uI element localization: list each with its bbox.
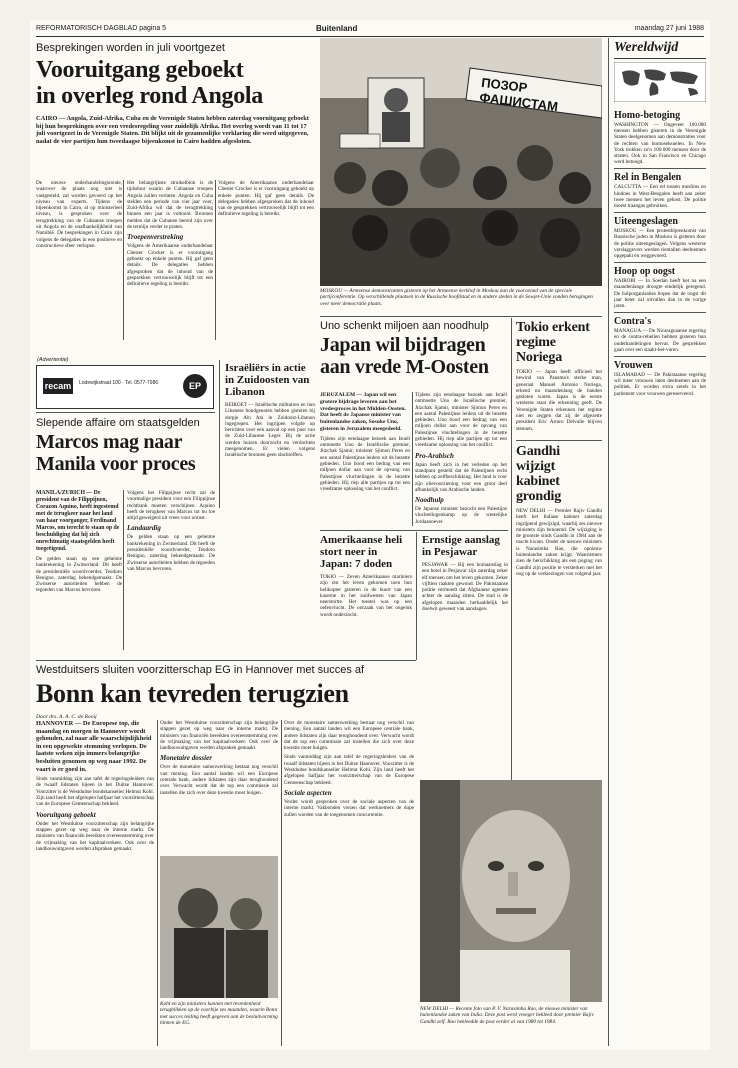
ad-logo-2: EP <box>183 374 207 398</box>
wereldwijd-item-head: Vrouwen <box>614 360 653 372</box>
world-map-icon <box>614 62 706 102</box>
column-rule <box>123 490 124 650</box>
marcos-col-2 <box>127 490 215 650</box>
ec-col-3 <box>284 720 414 1046</box>
japan-headline-1: Japan wil bijdragen <box>320 334 486 356</box>
moskou-caption: MOSKOU — Armeense demonstranten gisteren op het Armeense kerkhof in Moskou aan de vooravond van de speciale partijconferentie. Op verschillende plaatsen in de Russische hoofdstad en in andere steden in de Sowjet-Unie vonden betogingen over meer democratie plaats. <box>320 288 593 307</box>
wereldwijd-item <box>614 110 706 165</box>
ec-headline: Bonn kan tevreden terugzien <box>36 679 349 708</box>
gandhi-body: NEW DELHI — Premier Rajiv Gandhi heeft het Indiase kabinet zaterdag ingrijpend gewijzigd, waarbij zes nieuwe ministers zijn benoemd. De wijziging is de grootste sinds Gandhi in 1984 aan de macht kwam. Onder de nieuwe ministers is Narasimha Rao, die opnieuw buitenlandse zaken krijgt. Waarnemers zien de herschikking als een poging van Gandhi zijn positie te versterken met het oog op de verkiezingen van volgend jaar. <box>516 508 602 577</box>
gandhi-article <box>516 444 602 694</box>
angola-headline-1: Vooruitgang geboekt <box>36 57 244 83</box>
protest-sign-text: ПОЗОР ФАШИСТАМ <box>478 74 559 115</box>
angola-col-2 <box>127 180 213 340</box>
moskou-photo <box>320 38 602 286</box>
ec-body-a: Sinds vanmiddag zijn aan tafel de regeringsleiders van de twaalf lidstaten bijeen in het Duitse Hannover. Voorzitter is de Westduitse bondskanselier Helmut Kohl. Zijn land heeft het afgelopen halfjaar het voorzitterschap van de Europese Gemeenschap bekleed. <box>36 776 154 808</box>
peshawar-article <box>422 534 508 802</box>
angola-article <box>36 42 314 145</box>
column-rule <box>219 360 220 508</box>
wereldwijd-item-body: CALCUTTA — Een rel tussen moslims en hindoes in West-Bengalen heeft aan zeker twee mensen het leven gekost. De politie moest traangas gebruiken. <box>614 184 706 210</box>
marcos-body-a: De gelden staan op een geheime bankrekening in Zwitserland. Dit heeft de presidentiële woordvoerder, Teodoro Benigno, zaterdag bekendgemaakt. De Zwitserse autoriteiten hebben de tegoeden van Marcos bevroren. <box>36 556 122 594</box>
section-rule <box>320 530 508 531</box>
israel-article <box>225 362 315 524</box>
heli-headline: Amerikaanse heli stort neer in Japan: 7 doden <box>320 534 403 570</box>
wereldwijd-item-head: Rel in Bengalen <box>614 172 682 184</box>
ad-logo: recam <box>43 378 73 394</box>
tokio-body: TOKIO — Japan heeft officieel het bewind van Panama's sterke man, generaal Manuel Antonio Noriega, erkend nu maandenlang de banden gesloten waren. Japan is de eerste westerse staat die erkenning geeft. De Verenigde Staten erkennen het regime niet en zeggen dat zij de afgezette president Eric Arturo Delvalle blijven steunen. <box>516 369 602 432</box>
japan-col-2 <box>415 392 507 526</box>
column-rule <box>416 532 417 660</box>
ec-article-head <box>36 664 416 720</box>
wereldwijd-list <box>614 110 706 397</box>
section-rule <box>516 440 602 441</box>
ad-label: (Advertentie) <box>37 357 69 363</box>
marcos-intro: MANILA/ZÜRICH — De president van de Filippijnen, Corazon Aquino, heeft ingestemd met de terugkeer naar het land van haar voorganger, Ferdinand Marcos, om terecht te staan op de beschuldiging dat hij zich onrechtmatig staatsgelden heeft toegeëigend. <box>36 490 120 552</box>
wereldwijd-item-head: Contra's <box>614 316 652 328</box>
angola-body-b2: Volgens de Amerikaanse onderhandelaar Chester Crocker is er vooruitgang geboekt op enkele punten. Hij gaf geen details. De delegaties hebben afgesproken dat de inhoud van de gesprekken vertrouwelijk blijft tot een definitieve regeling is bereikt. <box>127 243 213 288</box>
section-rule <box>36 660 416 661</box>
wereldwijd-item-body: ISLAMABAD — De Pakistaanse regering wil meer vrouwen laten deelnemen aan de politiek. Er worden extra zetels in het parlement voor vrouwen gereserveerd. <box>614 372 706 397</box>
marcos-article <box>36 417 214 475</box>
section-title: Buitenland <box>316 24 358 33</box>
angola-intro: CAIRO — Angola, Zuid-Afrika, Cuba en de Verenigde Staten hebben zaterdag vooruitgang geboekt bij hun besprekingen over een vredesregeling voor zuidelijk Afrika. Het overleg wordt van 11 tot 17 juli voortgezet in de Verenigde Staten. Dit blijkt uit de gezamenlijke verklaring die werd uitgegeven, nadat de vier partijen hun tweedaagse bijeenkomst in Cairo hadden afgesloten. <box>36 115 309 145</box>
ec-intro: HANNOVER — De Europese top, die maandag en morgen in Hannover wordt gehouden, zal naar alle waarschijnlijkheid in een opgewekte stemming verlopen. De laatste weken zijn immers belangrijke besluiten genomen op weg naar 1992. De vaart is er goed in. <box>36 720 152 773</box>
wereldwijd-item <box>614 262 706 309</box>
ec-body-c2: Over de monetaire samenwerking bestaat nog verschil van mening. Een aantal landen wil een Europese centrale bank, andere lidstaten zijn daar terughoudend over. Verwacht wordt dat de top een commissie zal instellen die zich over deze kwestie moet buigen. <box>284 720 414 752</box>
column-rule <box>608 38 609 1046</box>
japan-body-2: Japan heeft zich in het verleden op het standpunt gesteld dat de Palestijnen recht hebben op zelfbeschikking. Het land is voor zijn olievoorziening voor een groot deel afhankelijk van Arabische landen. <box>415 461 507 493</box>
japan-body: Tijdens zijn eendaagse bezoek aan Israël ontmoette Uno de Israëlische premier, Jitzchak Sjamir, minister Sjimon Peres en een aantal Palestijnse leiders uit de bezette gebieden. Uno bood een bedrag van een miljoen dollar aan voor de opvang van Palestijnse vluchtelingen in de bezette gebieden. Hij riep alle partijen op tot een vreedzame oplossing van het conflict. <box>320 435 410 493</box>
issue-date: maandag 27 juni 1988 <box>634 25 704 32</box>
page-header <box>36 24 704 37</box>
ad-text: Lodewijkstraat 100 · Tel. 0577-7986 <box>79 380 159 386</box>
wereldwijd-item-body: MOSKOU — Een protestbijeenkomst van Russische joden in Moskou is gisteren door de politie uiteengeslagen. Volgens westerse verslaggevers werden tientallen deelnemers opgepakt en weggevoerd. <box>614 228 706 260</box>
marcos-body-c: De gelden staan op een geheime bankrekening in Zwitserland. Dit heeft de presidentiële woordvoerder, Teodoro Benigno, zaterdag bekendgemaakt. De Zwitserse autoriteiten hebben de tegoeden van Marcos bevroren. <box>127 534 215 572</box>
newdelhi-caption: NEW DELHI — Recente foto van P. V. Narasimha Rao, de nieuwe minister van buitenlandse zaken van India. Deze post werd vroeger bekleed door premier Rajiv Gandhi zelf. Rao bekleedde de post eerder al van 1980 tot 1984. <box>420 1006 594 1025</box>
section-rule <box>320 316 602 317</box>
wereldwijd-item <box>614 356 706 397</box>
japan-subhead-2: Noodhulp <box>415 496 444 505</box>
ec-byline: Door drs. A. A. C. de Rooij <box>36 714 97 720</box>
angola-kicker: Besprekingen worden in juli voortgezet <box>36 42 225 54</box>
column-rule <box>281 720 282 1046</box>
section-rule <box>36 412 215 413</box>
gandhi-headline: Gandhi wijzigt kabinet grondig <box>516 444 562 504</box>
japan-intro: JERUZALEM — Japan wil een grotere bijdrage leveren aan het vredesproces in het Midden-Oosten. Dat heeft de Japanse minister van buitenlandse zaken, Sosuke Uno, gisteren in Jeruzalem meegedeeld. <box>320 392 406 432</box>
tokio-headline: Tokio erkent regime Noriega <box>516 320 590 365</box>
paper-name: REFORMATORISCH DAGBLAD pagina 5 <box>36 25 167 32</box>
marcos-col-1 <box>36 490 122 650</box>
marcos-headline-1: Marcos mag naar <box>36 431 183 453</box>
japan-headline-2: aan vrede M-Oosten <box>320 356 489 378</box>
tokio-article <box>516 320 602 449</box>
wereldwijd-column <box>614 40 706 397</box>
wereldwijd-item <box>614 168 706 209</box>
israel-headline: Israëliërs in actie in Zuidoosten van Libanon <box>225 362 310 398</box>
column-rule <box>412 392 413 526</box>
ec-body-a2: Sinds vanmiddag zijn aan tafel de regeringsleiders van de twaalf lidstaten bijeen in het Duitse Hannover. Voorzitter is de Westduitse bondskanselier Helmut Kohl. Zijn land heeft het afgelopen halfjaar het voorzitterschap van de Europese Gemeenschap bekleed. <box>284 754 414 786</box>
japan-kicker: Uno schenkt miljoen aan noodhulp <box>320 320 489 332</box>
angola-subhead: Troepenverstreking <box>127 233 184 242</box>
wereldwijd-item-body: NAIROBI — In Soedan heeft het na een maandenlange droogte eindelijk geregend. De hulporganisaties hopen dat de oogst dit jaar beter zal uitvallen dan in de vorige jaren. <box>614 278 706 310</box>
ec-col-2 <box>160 720 278 850</box>
kohl-photo-graphic <box>160 856 278 998</box>
column-rule <box>157 720 158 1046</box>
wereldwijd-item-head: Uiteengeslagen <box>614 216 678 228</box>
angola-body-b: Het belangrijkste struikelblok is de tijdsduur waarin de Cubaanse troepen Angola zullen verlaten. Angola en Cuba stelden een periode van vier jaar voor, Zuid-Afrika wil dat de terugtrekking binnen een jaar is voltooid. Bronnen melden dat de Cubanen bereid zijn over de termijn verder te praten. <box>127 180 213 231</box>
wereldwijd-item-head: Hoop op oogst <box>614 266 676 278</box>
ec-body-b: Onder het Westduitse voorzitterschap zijn belangrijke stappen gezet op weg naar de interne markt. De ministers van financiën bereikten overeenstemming over de vrijmaking van het kapitaalverkeer. Ook over de landbouwuitgaven werden afspraken gemaakt. <box>36 820 154 852</box>
japan-subhead-1: Pro-Arabisch <box>415 451 454 460</box>
ec-body-b2: Onder het Westduitse voorzitterschap zijn belangrijke stappen gezet op weg naar de interne markt. De ministers van financiën bereikten overeenstemming over de vrijmaking van het kapitaalverkeer. Ook over de landbouwuitgaven werden afspraken gemaakt. <box>160 720 278 752</box>
marcos-headline-2: Manila voor proces <box>36 453 196 475</box>
wereldwijd-item <box>614 312 706 353</box>
marcos-body-b: Volgens het Filippijnse recht zal de voormalige president voor een Filippijnse rechtbank moeten verschijnen. Aquino heeft de terugkeer van Marcos tot nu toe altijd geweigerd uit vrees voor onrust. <box>127 490 215 522</box>
ec-body-c: Over de monetaire samenwerking bestaat nog verschil van mening. Een aantal landen wil een Europese centrale bank, andere lidstaten zijn daar terughoudend over. Verwacht wordt dat de top een commissie zal instellen die zich over deze kwestie moet buigen. <box>160 764 278 796</box>
kohl-photo <box>160 856 278 998</box>
israel-body: BEIROET — Israëlische militairen en hun Libanese bondgenoten hebben gisteren bij dorpje Ain Ata in Zuidoost-Libanon ingegrepen. Het ingrijpen volgde op berichten over een aanval op een post van de Zuid-Libanese Leger. Bij de actie werden huizen doorzocht en verdachten meegenomen. Er vielen volgens Israëlische bronnen geen slachtoffers. <box>225 402 315 459</box>
wereldwijd-item-body: MANAGUA — De Nicaraguaanse regering en de contra-rebellen hebben gisteren hun onderhandelingen hervat. De gesprekken gaan over een staakt-het-vuren. <box>614 328 706 353</box>
ec-subhead-1: Vooruitgang geboekt <box>36 810 96 819</box>
ec-body-d: Verder wordt gesproken over de sociale aspecten van de interne markt. Vakbonden vrezen dat werknemers de dupe zullen worden van de toegenomen concurrentie. <box>284 798 414 818</box>
heli-body: TOKIO — Zeven Amerikaanse mariniers zijn om het leven gekomen toen hun helikopter gisteren in de buurt van een kazerne in het zuidwesten van Japan neerstortte. Het toestel was op een oefenvlucht. De oorzaak van het ongeluk wordt onderzocht. <box>320 574 412 618</box>
ec-subhead-2: Monetaire dossier <box>160 754 212 763</box>
rao-portrait-graphic <box>420 780 602 1002</box>
japan-body-1b: Tijdens zijn eendaagse bezoek aan Israël ontmoette Uno de Israëlische premier, Jitzchak Sjamir, minister Sjimon Peres en een aantal Palestijnse leiders uit de bezette gebieden. Uno bood een bedrag van een miljoen dollar aan voor de opvang van Palestijnse vluchtelingen in de bezette gebieden. Hij riep alle partijen op tot een vreedzame oplossing van het conflict. <box>415 392 507 449</box>
column-rule <box>123 180 124 340</box>
japan-body-3: De Japanse minister bezocht een Palestijns vluchtelingenkamp op de westelijke Jordaanoever. <box>415 506 507 525</box>
wereldwijd-item-head: Homo-betoging <box>614 110 681 121</box>
angola-col-3: Volgens de Amerikaanse onderhandelaar Chester Crocker is er vooruitgang geboekt op enkele punten. Hij gaf geen details. De delegaties hebben afgesproken dat de inhoud van de gesprekken vertrouwelijk blijft tot een definitieve regeling is bereikt. <box>218 180 314 218</box>
kohl-caption: Kohl en zijn ministers kunnen met tevredenheid terugblikken op de voorbije zes maanden, waarin Bonn met succes leiding heeft gegeven aan de besluitvorming binnen de EG. <box>160 1001 278 1026</box>
newdelhi-photo <box>420 780 602 1002</box>
newspaper-page <box>30 20 710 1050</box>
japan-col-1 <box>320 392 410 526</box>
wereldwijd-item <box>614 212 706 259</box>
column-rule <box>215 180 216 340</box>
marcos-subhead: Landaardig <box>127 524 161 533</box>
peshawar-headline: Ernstige aanslag in Pesjawar <box>422 534 500 558</box>
crowd-photo-graphic <box>320 38 602 286</box>
ec-subhead-3: Sociale aspecten <box>284 788 332 797</box>
japan-article <box>320 320 508 378</box>
wereldwijd-item-body: WASHINGTON — Ongeveer 100.000 mensen hebben gisteren in de Verenigde Staten deelgenomen aan demonstraties voor de rechten van homoseksuelen. In New York trokken zo'n 100.000 mensen door de straten. Ook in San Francisco en Chicago werd betoogd. <box>614 122 706 166</box>
ec-kicker: Westduitsers sluiten voorzitterschap EG in Hannover met succes af <box>36 664 365 676</box>
marcos-kicker: Slepende affaire om staatsgelden <box>36 417 200 429</box>
column-rule <box>511 318 512 858</box>
wereldwijd-title: Wereldwijd <box>614 40 706 59</box>
angola-col-1: De nieuwe onderhandelingsronde, waarover de plaats nog niet is vastgesteld, zal worden gevoerd op het niveau van experts. Tijdens de bijeenkomst in Cairo, al op ministerieel niveau, is gesproken over de terugtrekking van de Cubaanse troepen uit Angola en de onafhankelijkheid van Namibië. De besprekingen in Cairo zijn volgens de delegaties in een positieve en constructieve sfeer verlopen. <box>36 180 122 249</box>
angola-headline-2: in overleg rond Angola <box>36 83 263 109</box>
ec-col-1 <box>36 720 154 1046</box>
advertisement <box>36 357 214 409</box>
peshawar-body: PESJAWAR — Bij een bomaanslag in een hotel in Pesjawar zijn zaterdag zeker elf mensen om het leven gekomen. Zeker vijftien raakten gewond. De Pakistaanse politie vermoedt dat Afghaanse agenten achter de aanslag zitten. De stad is de afgelopen maanden herhaaldelijk het doelwit geweest van aanslagen. <box>422 562 508 613</box>
